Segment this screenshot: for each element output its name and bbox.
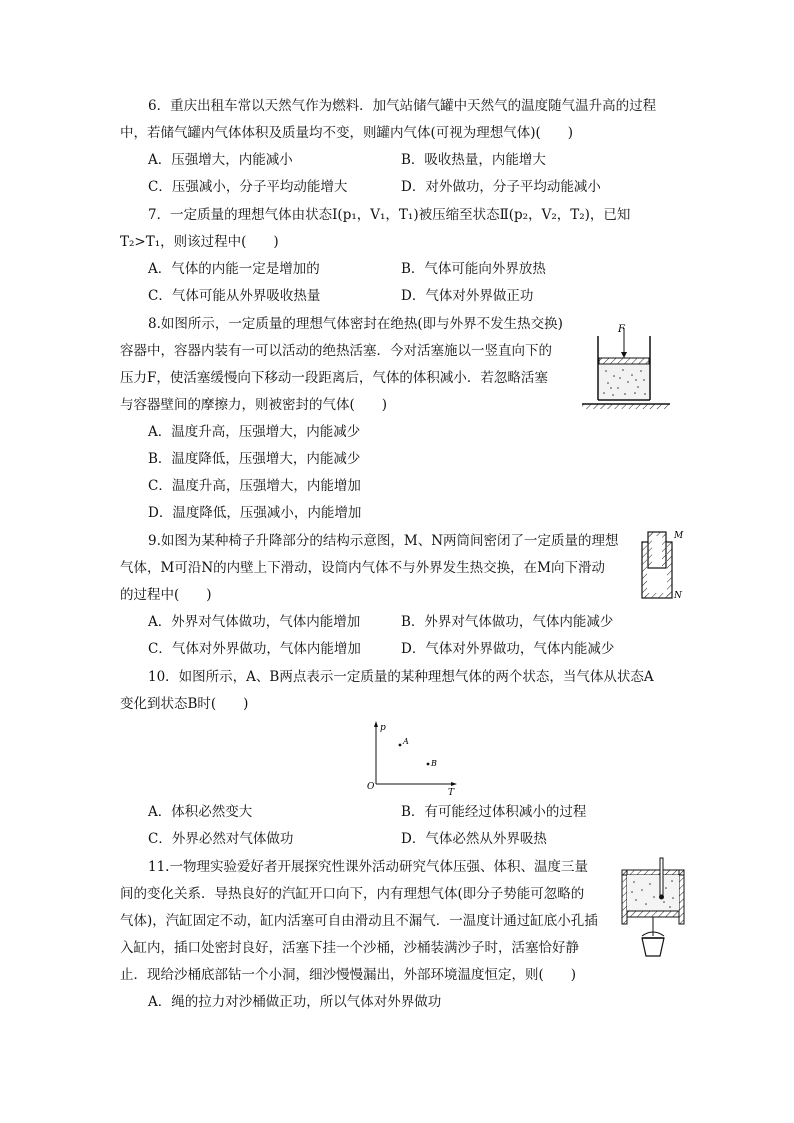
q8-option-d: D．温度降低，压强减小，内能增加 [148, 505, 362, 521]
q6-option-c: C．压强减小，分子平均动能增大 [148, 179, 348, 195]
q10-point-b [427, 763, 430, 766]
q9-chair-figure [636, 528, 686, 602]
q8-stem-line2: 容器中，容器内装有一可以活动的绝热活塞．今对活塞施以一竖直向下的 [120, 343, 552, 359]
q10-label-b: B [431, 759, 437, 768]
q6-option-b: B．吸收热量，内能增大 [401, 152, 546, 168]
q11-stem-line1: 11.一物理实验爱好者开展探究性课外活动研究气体压强、体积、温度三量 [148, 859, 588, 875]
q8-stem-line3: 压力F，使活塞缓慢向下移动一段距离后，气体的体积减小．若忽略活塞 [120, 370, 548, 386]
q11-stem-line4: 入缸内，插口处密封良好，活塞下挂一个沙桶，沙桶装满沙子时，活塞恰好静 [120, 940, 579, 956]
q9-stem-line3: 的过程中( ) [120, 587, 212, 603]
q8-piston-figure [578, 318, 674, 410]
q10-option-a: A．体积必然变大 [148, 804, 253, 820]
q9-option-d: D．气体对外界做功，气体内能减少 [401, 641, 615, 657]
q6-option-a: A．压强增大，内能减小 [148, 152, 293, 168]
q11-stem-line2: 间的变化关系．导热良好的汽缸开口向下，内有理想气体(即分子势能可忽略的 [120, 886, 585, 902]
q10-option-c: C．外界必然对气体做功 [148, 831, 294, 847]
q7-option-c: C．气体可能从外界吸收热量 [148, 288, 321, 304]
q8-option-c: C．温度升高，压强增大，内能增加 [148, 478, 361, 494]
q9-label-n: N [674, 591, 682, 601]
q10-stem-line2: 变化到状态B时( ) [120, 696, 249, 712]
q8-force-label: F [618, 324, 625, 335]
q8-stem-line1: 8.如图所示，一定质量的理想气体密封在绝热(即与外界不发生热交换) [148, 316, 563, 332]
q9-label-m: M [674, 531, 684, 541]
q10-pt-graph [364, 718, 464, 798]
q11-option-a: A．绳的拉力对沙桶做正功，所以气体对外界做功 [148, 994, 442, 1010]
q10-option-d: D．气体必然从外界吸热 [401, 831, 547, 847]
q11-stem-line5: 止．现给沙桶底部钻一个小洞，细沙慢慢漏出，外部环境温度恒定，则( ) [120, 967, 577, 983]
q8-option-a: A．温度升高，压强增大，内能减少 [148, 424, 361, 440]
q10-axis-p: p [380, 723, 386, 733]
q10-option-b: B．有可能经过体积减小的过程 [401, 804, 587, 820]
q10-axis-t: T [448, 788, 455, 798]
q6-option-d: D．对外做功，分子平均动能减小 [401, 179, 601, 195]
q7-stem-line2: T₂>T₁，则该过程中( ) [120, 234, 279, 250]
q9-option-a: A．外界对气体做功，气体内能增加 [148, 614, 361, 630]
q9-stem-line2: 气体，M可沿N的内壁上下滑动，设筒内气体不与外界发生热交换，在M向下滑动 [120, 560, 605, 576]
q10-stem-line1: 10．如图所示，A、B两点表示一定质量的某种理想气体的两个状态，当气体从状态A [148, 669, 654, 685]
q10-label-a: A [403, 737, 409, 746]
q7-stem-line1: 7．一定质量的理想气体由状态Ⅰ(p₁，V₁，T₁)被压缩至状态Ⅱ(p₂，V₂，T₂)，已知 [148, 207, 631, 223]
q7-option-d: D．气体对外界做正功 [401, 288, 534, 304]
q11-cylinder-figure [620, 856, 686, 976]
q7-option-b: B．气体可能向外界放热 [401, 261, 546, 277]
q7-option-a: A．气体的内能一定是增加的 [148, 261, 320, 277]
q9-stem-line1: 9.如图为某种椅子升降部分的结构示意图，M、N两筒间密闭了一定质量的理想 [148, 533, 619, 549]
q10-origin: O [367, 782, 375, 792]
q6-stem-line2: 中，若储气罐内气体体积及质量均不变，则罐内气体(可视为理想气体)( ) [120, 125, 574, 141]
q9-option-b: B．外界对气体做功，气体内能减少 [401, 614, 614, 630]
q11-stem-line3: 气体)，汽缸固定不动，缸内活塞可自由滑动且不漏气．一温度计通过缸底小孔插 [120, 913, 598, 929]
q9-option-c: C．气体对外界做功，气体内能增加 [148, 641, 361, 657]
q8-option-b: B．温度降低，压强增大，内能减少 [148, 451, 361, 467]
q6-stem-line1: 6．重庆出租车常以天然气作为燃料．加气站储气罐中天然气的温度随气温升高的过程 [148, 98, 657, 114]
q10-point-a [399, 744, 402, 747]
q8-stem-line4: 与容器壁间的摩擦力，则被密封的气体( ) [120, 397, 388, 413]
